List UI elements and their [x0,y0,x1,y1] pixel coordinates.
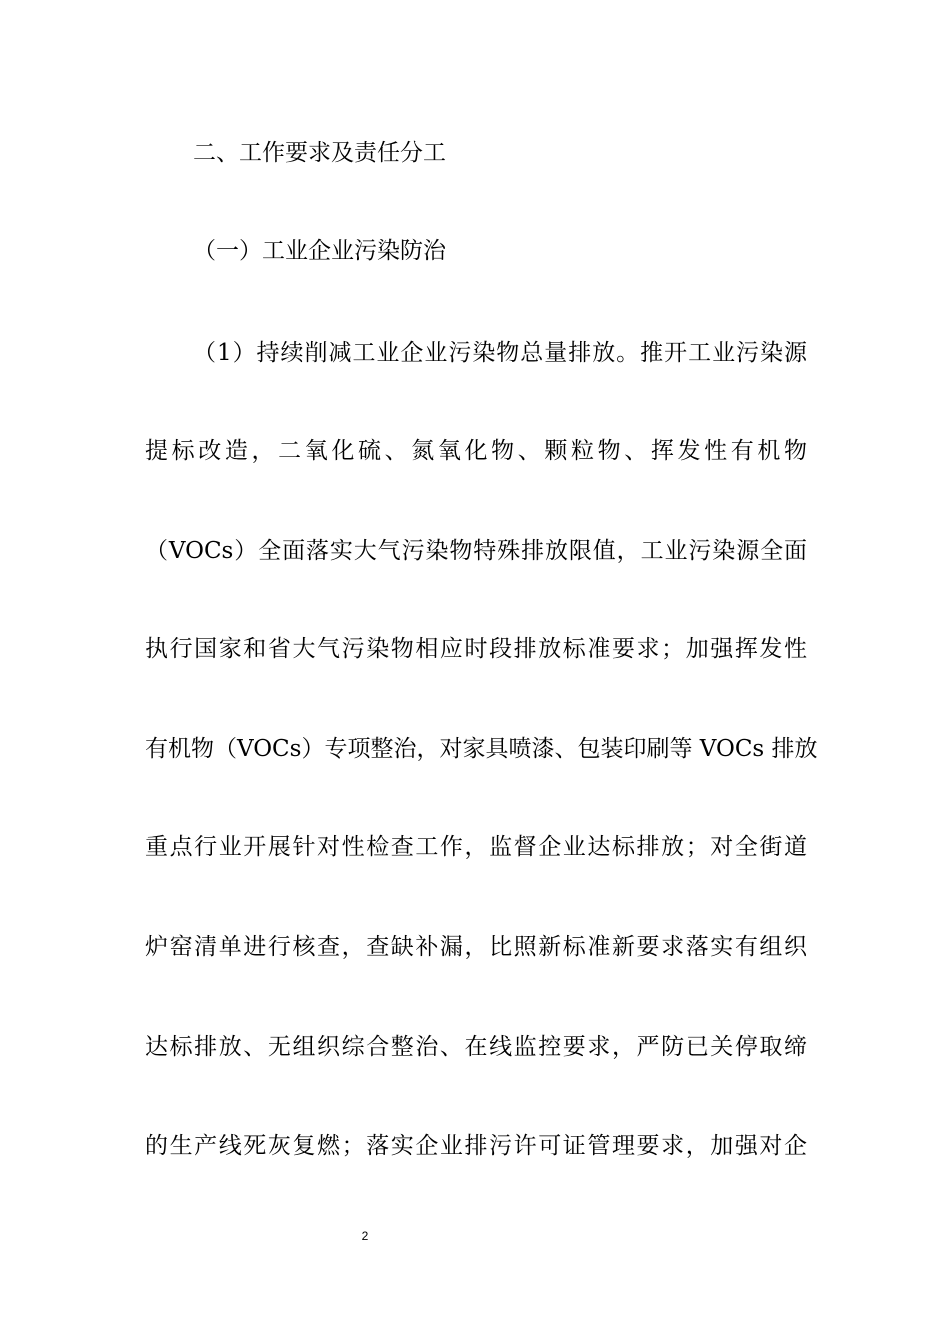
paragraph-line: 炉窑清单进行核查，查缺补漏，比照新标准新要求落实有组织 [145,934,807,960]
paragraph-line: 的生产线死灰复燃；落实企业排污许可证管理要求，加强对企 [145,1133,807,1159]
page-number: 2 [361,1229,369,1243]
subsection-heading: （一）工业企业污染防治 [193,238,446,264]
paragraph-line: 执行国家和省大气污染物相应时段排放标准要求；加强挥发性 [145,636,807,662]
paragraph-line: 提标改造，二氧化硫、氮氧化物、颗粒物、挥发性有机物 [145,438,807,464]
paragraph-line: 重点行业开展针对性检查工作，监督企业达标排放；对全街道 [145,834,807,860]
paragraph-line: 有机物（VOCs）专项整治，对家具喷漆、包装印刷等 VOCs 排放 [145,736,818,762]
section-heading: 二、工作要求及责任分工 [193,140,446,166]
paragraph-line: （VOCs）全面落实大气污染物特殊排放限值，工业污染源全面 [145,538,807,564]
paragraph-line: （1）持续削减工业企业污染物总量排放。推开工业污染源 [193,340,807,366]
paragraph-line: 达标排放、无组织综合整治、在线监控要求，严防已关停取缔 [145,1034,807,1060]
